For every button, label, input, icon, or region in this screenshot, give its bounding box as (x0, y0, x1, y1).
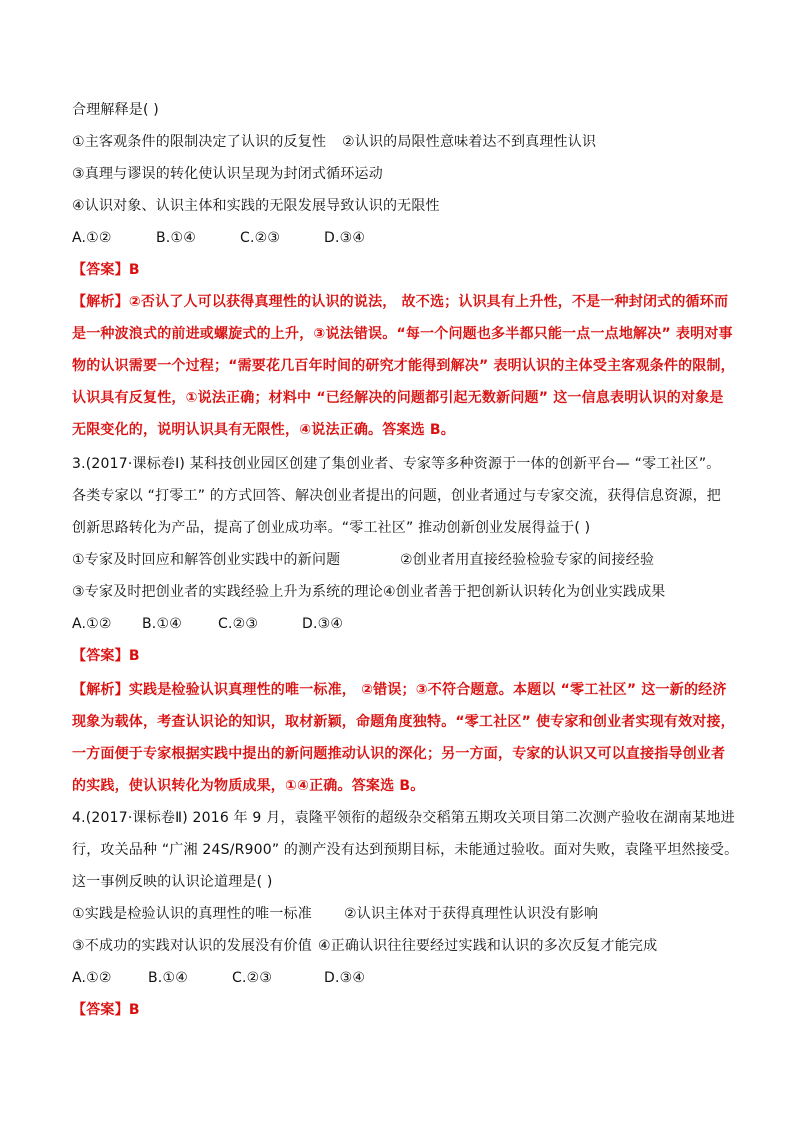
q4-options-row-2 (72, 936, 657, 956)
q4-option-3: ③不成功的实践对认识的发展没有价值 (72, 938, 312, 954)
q2-option-4: ④认识对象、认识主体和实践的无限发展导致认识的无限性 (72, 198, 440, 214)
explanation-tag: 【解析】 (72, 294, 129, 310)
q4-stem-line-2: 行，攻关品种 “广湘 24S/R900” 的测产没有达到预期目标，未能通过验收。面对失败，袁隆平坦然接受。 (72, 842, 739, 858)
q4-choice-a: A.①② (72, 970, 112, 986)
q2-explanation-line-5: 无限变化的，说明认识具有无限性，④说法正确。答案选 B。 (72, 422, 455, 438)
q3-options-row-2 (72, 582, 666, 602)
q2-explanation-line-2: 是一种波浪式的前进或螺旋式的上升，③说法错误。“每一个问题也多半都只能一点一点地解决” 表明对事 (72, 326, 733, 342)
q2-choice-b: B.①④ (156, 230, 196, 246)
answer-value: B (128, 262, 140, 278)
q3-explanation-line-2: 现象为载体，考查认识论的知识，取材新颖，命题角度独特。“零工社区” 使专家和创业者实现有效对接， (72, 714, 735, 730)
q4-answer (72, 1000, 140, 1020)
q2-choice-d: D.③④ (324, 230, 366, 246)
q3-stem-line-3: 创新思路转化为产品，提高了创业成功率。“零工社区” 推动创新创业发展得益于( ) (72, 520, 591, 536)
q2-answer (72, 260, 140, 280)
q3-stem-line-2: 各类专家以 “打零工” 的方式回答、解决创业者提出的问题，创业者通过与专家交流，获得信息资源，把 (72, 488, 722, 504)
explanation-tag: 【解析】 (72, 682, 129, 698)
answer-tag: 【答案】 (72, 1002, 129, 1018)
q4-choice-d: D.③④ (324, 970, 366, 986)
q2-explanation-line-1: 【解析】②否认了人可以获得真理性的认识的说法， 故不选；认识具有上升性，不是一种封闭式的循环而 (72, 294, 729, 310)
q4-stem-line-3: 这一事例反映的认识论道理是( ) (72, 874, 273, 890)
q2-option-1: ①主客观条件的限制决定了认识的反复性 (72, 134, 327, 150)
q3-options-row-1 (72, 550, 655, 570)
q2-choice-c: C.②③ (240, 230, 281, 246)
q2-option-3: ③真理与谬误的转化使认识呈现为封闭式循环运动 (72, 166, 383, 182)
q2-option-2: ②认识的局限性意味着达不到真理性认识 (342, 134, 597, 150)
q4-option-1: ①实践是检验认识的真理性的唯一标准 (72, 906, 312, 922)
q3-explanation-line-3: 一方面便于专家根据实践中提出的新问题推动认识的深化；另一方面，专家的认识又可以直接指导创业者 (72, 746, 726, 762)
q4-option-2: ②认识主体对于获得真理性认识没有影响 (344, 906, 599, 922)
answer-tag: 【答案】 (72, 648, 129, 664)
q3-choices (72, 614, 343, 634)
q4-choices (72, 968, 365, 988)
answer-value: B (128, 1002, 140, 1018)
q3-explanation-line-1: 【解析】实践是检验认识真理性的唯一标准， ②错误；③不符合题意。本题以 “零工社区” 这一新的经济 (72, 682, 727, 698)
q4-option-4: ④正确认识往往要经过实践和认识的多次反复才能完成 (317, 938, 658, 954)
q3-choice-a: A.①② (72, 616, 112, 632)
q3-choice-c: C.②③ (218, 616, 259, 632)
answer-tag: 【答案】 (72, 262, 129, 278)
q4-options-row-1 (72, 904, 599, 924)
q3-answer (72, 646, 140, 666)
q3-option-2: ②创业者用直接经验检验专家的间接经验 (400, 552, 655, 568)
q3-option-4: ④创业者善于把创新认识转化为创业实践成果 (382, 584, 666, 600)
q3-explanation-line-4: 的实践，使认识转化为物质成果，①④正确。答案选 B。 (72, 778, 425, 794)
q2-options-row-1 (72, 132, 597, 152)
q2-choice-a: A.①② (72, 230, 112, 246)
q3-choice-d: D.③④ (302, 616, 344, 632)
q3-option-3: ③专家及时把创业者的实践经验上升为系统的理论 (72, 584, 383, 600)
q2-stem-tail: 合理解释是( ) (72, 102, 159, 118)
q3-stem-line-1: 3.(2017·课标卷Ⅰ) 某科技创业园区创建了集创业者、专家等多种资源于一体的创新平台— “零工社区”。 (72, 456, 721, 472)
q3-option-1: ①专家及时回应和解答创业实践中的新问题 (72, 552, 341, 568)
q2-explanation-line-4: 认识具有反复性，①说法正确；材料中 “已经解决的问题都引起无数新问题” 这一信息表明认识的对象是 (72, 390, 724, 406)
q4-choice-c: C.②③ (232, 970, 273, 986)
q3-choice-b: B.①④ (142, 616, 182, 632)
q4-choice-b: B.①④ (148, 970, 188, 986)
q2-explanation-line-3: 物的认识需要一个过程；“需要花几百年时间的研究才能得到解决” 表明认识的主体受主客观条件的限制， (72, 358, 735, 374)
answer-value: B (128, 648, 140, 664)
q4-stem-line-1: 4.(2017·课标卷Ⅱ) 2016 年 9 月，袁隆平领衔的超级杂交稻第五期攻关项目第二次测产验收在湖南某地进 (72, 810, 735, 826)
q2-choices (72, 228, 365, 248)
